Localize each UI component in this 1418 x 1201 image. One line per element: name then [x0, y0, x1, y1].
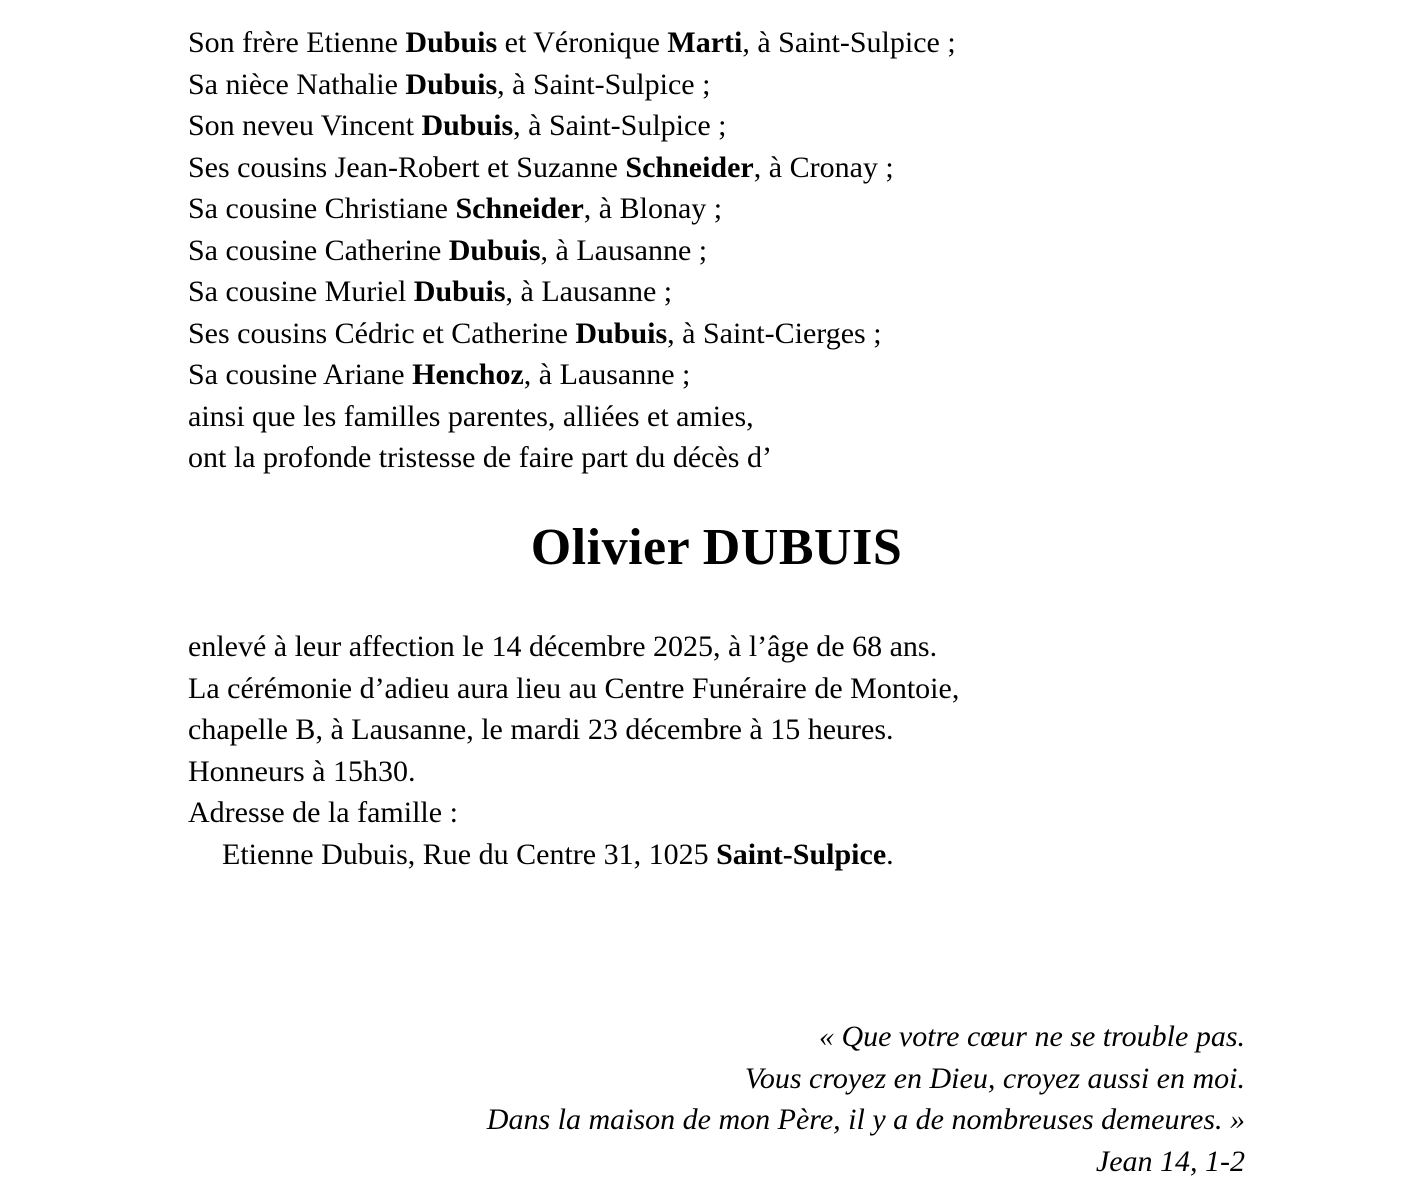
family-line-text: , à Lausanne ;	[540, 233, 708, 267]
quote-line: Dans la maison de mon Père, il y a de nombreuses demeures. »	[486, 1103, 1245, 1136]
family-line-text: Son neveu Vincent	[188, 109, 422, 142]
family-line-text: , à Lausanne ;	[523, 358, 691, 391]
family-surname-bold: Henchoz	[412, 358, 524, 391]
family-line	[188, 147, 956, 189]
family-line-text: Sa cousine Ariane	[188, 358, 413, 391]
family-list	[188, 22, 956, 479]
family-line-text: Sa cousine Muriel	[188, 275, 414, 308]
announcement-line	[188, 709, 959, 751]
family-surname-bold: Schneider	[455, 192, 584, 225]
family-line	[188, 230, 956, 272]
family-surname-bold: Dubuis	[448, 233, 541, 267]
family-line-text: Sa nièce Nathalie	[188, 67, 406, 101]
family-line	[188, 313, 956, 355]
announcement-text: Etienne Dubuis, Rue du Centre 31, 1025	[222, 837, 717, 871]
family-line-text: Sa cousine Catherine	[188, 233, 449, 267]
announcement-line	[188, 751, 959, 793]
announcement-text: chapelle B, à Lausanne, le mardi 23 décembre à 15 heures.	[188, 713, 894, 746]
family-surname-bold: Schneider	[625, 150, 754, 184]
family-line	[188, 437, 956, 479]
announcement-text: enlevé à leur affection le 14 décembre 2025, à l’âge de 68 ans.	[188, 630, 938, 663]
family-line-text: , à Blonay ;	[583, 192, 723, 225]
family-surname-bold: Marti	[667, 26, 743, 59]
family-line	[188, 105, 956, 147]
family-line	[188, 396, 956, 438]
announcement-text: Adresse de la famille :	[188, 796, 458, 829]
family-line-text: , à Saint-Sulpice ;	[497, 67, 711, 101]
family-line-text: Ses cousins Cédric et Catherine	[188, 316, 576, 350]
announcement-text: La cérémonie d’adieu aura lieu au Centre Funéraire de Montoie,	[188, 671, 960, 705]
quote-attribution: Jean 14, 1-2	[1095, 1144, 1245, 1178]
announcement-text: .	[886, 837, 894, 871]
family-line-text: Sa cousine Christiane	[188, 192, 456, 225]
family-line	[188, 64, 956, 106]
family-line-text: Son frère Etienne	[188, 26, 406, 59]
family-line-text: , à Saint-Cierges ;	[667, 316, 882, 350]
funeral-announcement	[188, 626, 959, 875]
address-locality-bold: Saint-Sulpice	[716, 837, 887, 871]
family-line-text: , à Lausanne ;	[505, 275, 673, 308]
family-surname-bold: Dubuis	[421, 109, 514, 142]
family-line	[188, 188, 956, 230]
family-surname-bold: Dubuis	[413, 275, 506, 308]
announcement-line	[188, 626, 959, 668]
announcement-line	[188, 792, 959, 834]
scripture-quote	[487, 1016, 1245, 1182]
family-surname-bold: Dubuis	[405, 67, 498, 101]
family-line-text: ont la profonde tristesse de faire part du décès d’	[188, 441, 772, 474]
family-line-text: et Véronique	[497, 26, 668, 59]
family-line	[188, 354, 956, 396]
deceased-name-title: Olivier DUBUIS	[530, 519, 903, 576]
family-address-line	[188, 834, 959, 876]
family-line-text: , à Saint-Sulpice ;	[742, 26, 956, 59]
quote-line: Vous croyez en Dieu, croyez aussi en moi.	[744, 1061, 1245, 1095]
family-line-text: , à Saint-Sulpice ;	[513, 109, 727, 142]
family-surname-bold: Dubuis	[575, 316, 668, 350]
family-line-text: ainsi que les familles parentes, alliées et amies,	[188, 399, 754, 433]
family-line	[188, 271, 956, 313]
quote-line: « Que votre cœur ne se trouble pas.	[818, 1020, 1245, 1053]
family-line-text: Ses cousins Jean-Robert et Suzanne	[188, 150, 626, 184]
family-surname-bold: Dubuis	[405, 26, 498, 59]
announcement-line	[188, 668, 959, 710]
announcement-text: Honneurs à 15h30.	[188, 754, 416, 788]
family-line-text: , à Cronay ;	[753, 150, 894, 184]
family-line	[188, 22, 956, 64]
